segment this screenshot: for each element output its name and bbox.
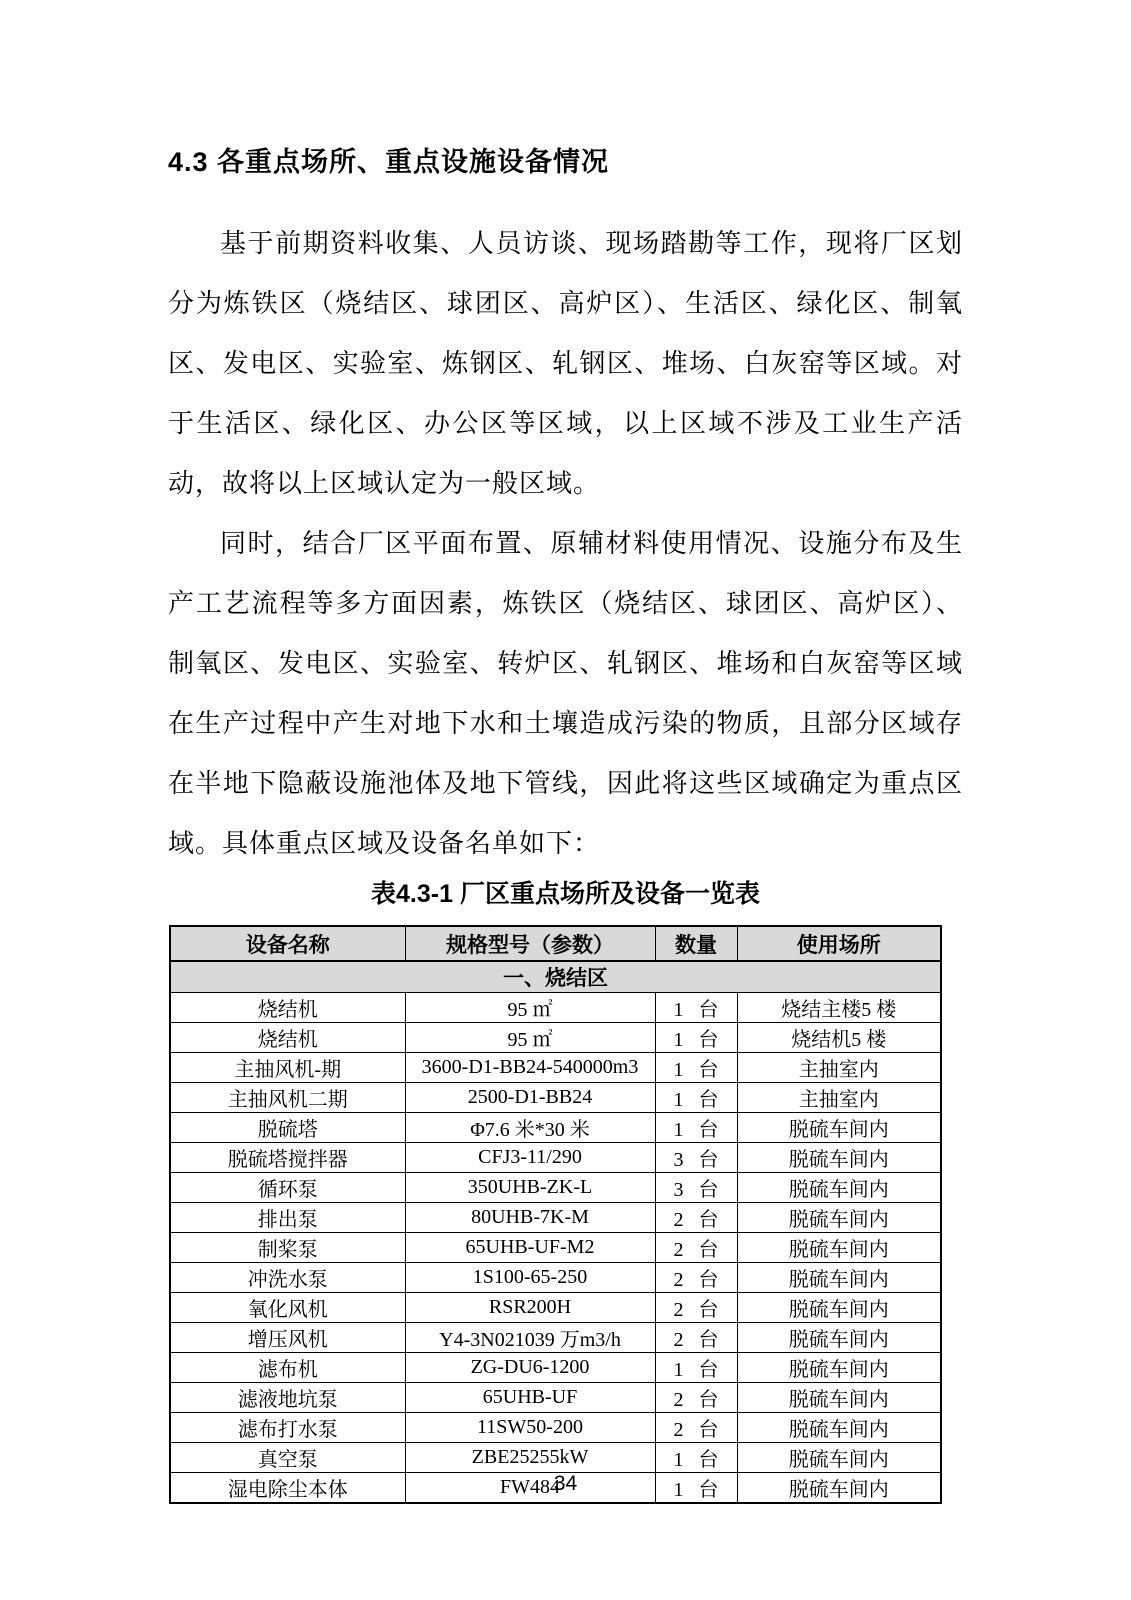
cell-spec-model: FW484 (405, 1473, 655, 1504)
cell-device-name: 制桨泵 (170, 1233, 405, 1263)
cell-device-name: 湿电除尘本体 (170, 1473, 405, 1504)
cell-use-location: 烧结主楼5 楼 (737, 993, 941, 1023)
cell-spec-model: Y4-3N021039 万m3/h (405, 1323, 655, 1353)
cell-device-name: 排出泵 (170, 1203, 405, 1233)
cell-use-location: 脱硫车间内 (737, 1113, 941, 1143)
table-row (170, 1143, 941, 1173)
cell-quantity: 2 台 (655, 1293, 737, 1323)
cell-use-location: 脱硫车间内 (737, 1443, 941, 1473)
cell-spec-model: 95 ㎡ (405, 993, 655, 1023)
cell-quantity: 2 台 (655, 1233, 737, 1263)
cell-spec-model: 65UHB-UF-M2 (405, 1233, 655, 1263)
cell-device-name: 循环泵 (170, 1173, 405, 1203)
cell-use-location: 脱硫车间内 (737, 1263, 941, 1293)
table-section-row (170, 961, 941, 993)
table-row (170, 1083, 941, 1113)
cell-device-name: 脱硫塔搅拌器 (170, 1143, 405, 1173)
column-header-use-location: 使用场所 (737, 926, 941, 961)
cell-quantity: 2 台 (655, 1263, 737, 1293)
cell-use-location: 主抽室内 (737, 1083, 941, 1113)
cell-quantity: 1 台 (655, 1083, 737, 1113)
cell-spec-model: 3600-D1-BB24-540000m3 (405, 1053, 655, 1083)
section-heading: 4.3 各重点场所、重点设施设备情况 (168, 147, 610, 177)
paragraph-1: 基于前期资料收集、人员访谈、现场踏勘等工作，现将厂区划分为炼铁区（烧结区、球团区、高炉区）、生活区、绿化区、制氧区、发电区、实验室、炼钢区、轧钢区、堆场、白灰窑等区域。对于生活区、绿化区、办公区等区域，以上区域不涉及工业生产活动，故将以上区域认定为一般区域。 (168, 229, 963, 498)
cell-quantity: 2 台 (655, 1203, 737, 1233)
column-header-device-name: 设备名称 (170, 926, 405, 961)
column-header-spec-model: 规格型号（参数） (405, 926, 655, 961)
cell-spec-model: 2500-D1-BB24 (405, 1083, 655, 1113)
table-row (170, 1353, 941, 1383)
page-content (168, 146, 963, 1504)
cell-quantity: 1 台 (655, 993, 737, 1023)
cell-quantity: 2 台 (655, 1383, 737, 1413)
cell-device-name: 烧结机 (170, 1023, 405, 1053)
table-row (170, 1293, 941, 1323)
cell-quantity: 3 台 (655, 1143, 737, 1173)
table-row (170, 1233, 941, 1263)
cell-device-name: 烧结机 (170, 993, 405, 1023)
table-row (170, 1323, 941, 1353)
table-body (170, 961, 941, 1503)
cell-spec-model: 11SW50-200 (405, 1413, 655, 1443)
cell-quantity: 1 台 (655, 1113, 737, 1143)
cell-device-name: 滤布机 (170, 1353, 405, 1383)
cell-quantity: 3 台 (655, 1173, 737, 1203)
cell-spec-model: 65UHB-UF (405, 1383, 655, 1413)
equipment-table (169, 925, 942, 1504)
cell-quantity: 1 台 (655, 1353, 737, 1383)
cell-device-name: 滤液地坑泵 (170, 1383, 405, 1413)
cell-use-location: 脱硫车间内 (737, 1203, 941, 1233)
cell-quantity: 1 台 (655, 1473, 737, 1504)
cell-device-name: 增压风机 (170, 1323, 405, 1353)
cell-spec-model: 1S100-65-250 (405, 1263, 655, 1293)
table-header-row (170, 926, 941, 961)
table-title: 表4.3-1 厂区重点场所及设备一览表 (371, 880, 760, 908)
cell-quantity: 1 台 (655, 1443, 737, 1473)
cell-use-location: 脱硫车间内 (737, 1383, 941, 1413)
cell-use-location: 烧结机5 楼 (737, 1023, 941, 1053)
cell-quantity: 1 台 (655, 1023, 737, 1053)
cell-use-location: 脱硫车间内 (737, 1413, 941, 1443)
cell-use-location: 主抽室内 (737, 1053, 941, 1083)
table-row (170, 1203, 941, 1233)
table-row (170, 1053, 941, 1083)
cell-device-name: 主抽风机二期 (170, 1083, 405, 1113)
cell-spec-model: ZBE25255kW (405, 1443, 655, 1473)
table-row (170, 1413, 941, 1443)
cell-use-location: 脱硫车间内 (737, 1143, 941, 1173)
cell-device-name: 脱硫塔 (170, 1113, 405, 1143)
cell-device-name: 滤布打水泵 (170, 1413, 405, 1443)
cell-use-location: 脱硫车间内 (737, 1473, 941, 1504)
cell-use-location: 脱硫车间内 (737, 1293, 941, 1323)
cell-device-name: 真空泵 (170, 1443, 405, 1473)
cell-spec-model: CFJ3-11/290 (405, 1143, 655, 1173)
paragraph-2: 同时，结合厂区平面布置、原辅材料使用情况、设施分布及生产工艺流程等多方面因素，炼铁区（烧结区、球团区、高炉区）、制氧区、发电区、实验室、转炉区、轧钢区、堆场和白灰窑等区域在生产过程中产生对地下水和土壤造成污染的物质，且部分区域存在半地下隐蔽设施池体及地下管线，因此将这些区域确定为重点区域。具体重点区域及设备名单如下： (168, 529, 963, 858)
cell-quantity: 2 台 (655, 1323, 737, 1353)
table-row (170, 993, 941, 1023)
cell-device-name: 冲洗水泵 (170, 1263, 405, 1293)
table-row (170, 1443, 941, 1473)
column-header-quantity: 数量 (655, 926, 737, 961)
table-row (170, 1023, 941, 1053)
cell-spec-model: 95 ㎡ (405, 1023, 655, 1053)
cell-spec-model: RSR200H (405, 1293, 655, 1323)
cell-use-location: 脱硫车间内 (737, 1233, 941, 1263)
cell-use-location: 脱硫车间内 (737, 1323, 941, 1353)
cell-spec-model: Φ7.6 米*30 米 (405, 1113, 655, 1143)
cell-spec-model: ZG-DU6-1200 (405, 1353, 655, 1383)
cell-quantity: 2 台 (655, 1413, 737, 1443)
cell-device-name: 氧化风机 (170, 1293, 405, 1323)
page-number: 34 (553, 1472, 578, 1495)
section-label: 一、烧结区 (170, 961, 941, 993)
table-row (170, 1263, 941, 1293)
cell-spec-model: 80UHB-7K-M (405, 1203, 655, 1233)
table-row (170, 1383, 941, 1413)
cell-spec-model: 350UHB-ZK-L (405, 1173, 655, 1203)
table-row (170, 1173, 941, 1203)
cell-use-location: 脱硫车间内 (737, 1353, 941, 1383)
cell-device-name: 主抽风机-期 (170, 1053, 405, 1083)
cell-quantity: 1 台 (655, 1053, 737, 1083)
table-row (170, 1113, 941, 1143)
cell-use-location: 脱硫车间内 (737, 1173, 941, 1203)
